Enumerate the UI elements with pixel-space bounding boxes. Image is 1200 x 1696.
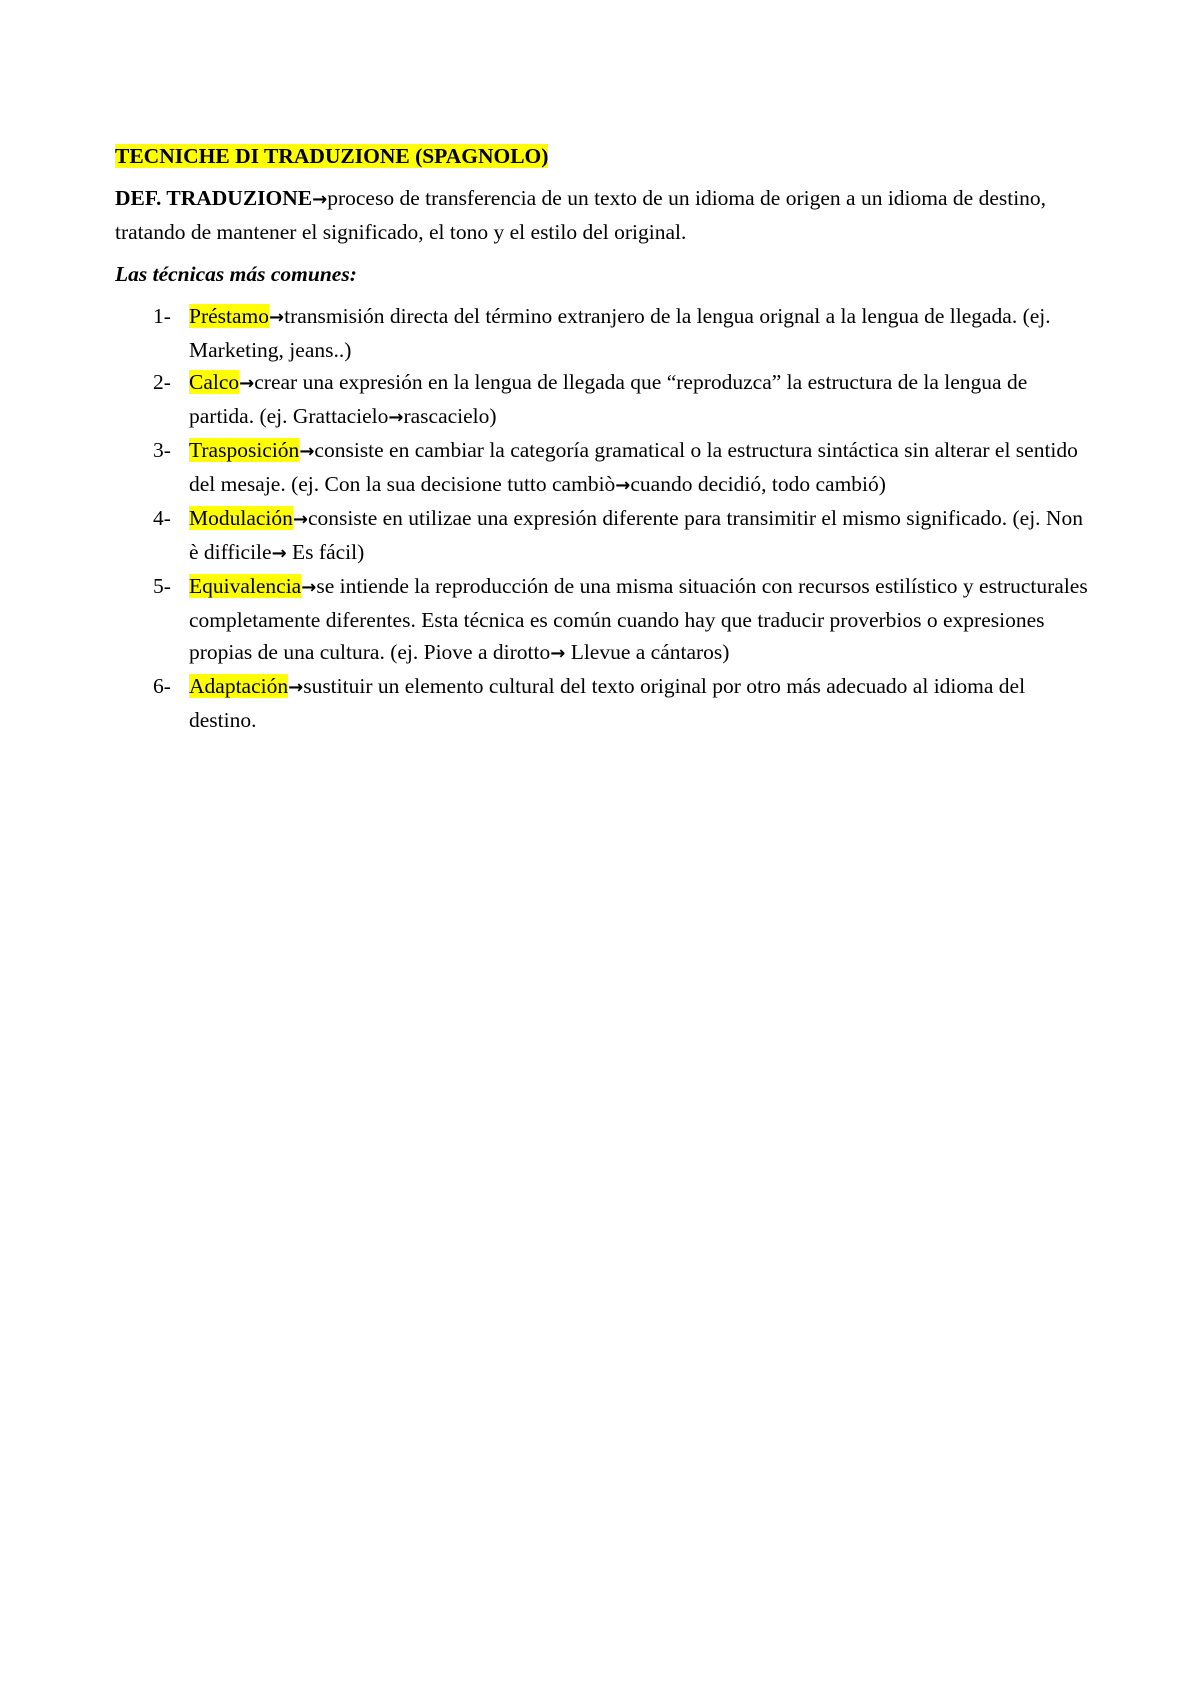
techniques-subheading: Las técnicas más comunes: [115,262,357,286]
arrow-icon: → [239,373,255,394]
list-number: 2- [153,370,171,394]
list-number: 3- [153,438,171,462]
document-page [115,140,1095,736]
term-highlight: Trasposición [189,438,300,462]
arrow-icon: → [271,543,287,564]
arrow-icon: → [550,643,566,664]
arrow-icon: → [301,577,317,598]
arrow-icon: → [388,407,404,428]
list-number: 6- [153,674,171,698]
term-description-end: rascacielo) [403,404,497,428]
term-description: crear una expresión en la lengua de llegada que “reproduzca” la estructura de la lengua de partida. (ej. Grattacielo [189,370,1028,428]
list-number: 4- [153,506,171,530]
term-description-end: Llevue a cántaros) [565,640,730,664]
list-number: 1- [153,304,171,328]
term-description: consiste en cambiar la categoría gramatical o la estructura sintáctica sin alterar el sentido del mesaje. (ej. Con la sua decisione tutto cambiò [189,438,1078,496]
arrow-icon: → [269,307,285,328]
term-description: sustituir un elemento cultural del texto original por otro más adecuado al idioma del destino. [189,674,1026,732]
term-highlight: Adaptación [189,674,289,698]
arrow-icon: → [615,475,631,496]
arrow-icon: → [292,509,308,530]
list-item-modulacion [115,502,1095,570]
arrow-icon: → [312,189,328,210]
document-title [115,140,1095,172]
term-description-end: Es fácil) [286,540,365,564]
list-number: 5- [153,574,171,598]
term-highlight: Préstamo [189,304,270,328]
list-item-prestamo [115,300,1095,366]
definition-text: proceso de transferencia de un texto de un idioma de origen a un idioma de destino, tratando de mantener el significado, el tono y el estilo del original. [115,186,1047,244]
definition-lead: DEF. TRADUZIONE [115,186,313,210]
title-highlight: TECNICHE DI TRADUZIONE (SPAGNOLO) [115,144,549,168]
definition-paragraph [115,182,1095,248]
term-description-end: cuando decidió, todo cambió) [630,472,886,496]
arrow-icon: → [299,441,315,462]
techniques-list [115,300,1095,736]
term-highlight: Modulación [189,506,293,530]
term-description: transmisión directa del término extranjero de la lengua orignal a la lengua de llegada. (ej. Marketing, jeans..) [189,304,1051,362]
list-item-equivalencia [115,570,1095,670]
list-item-adaptacion [115,670,1095,736]
term-highlight: Calco [189,370,240,394]
term-highlight: Equivalencia [189,574,302,598]
term-description: consiste en utilizae una expresión diferente para transimitir el mismo significado. (ej. Non è difficile [189,506,1083,564]
term-description: se intiende la reproducción de una misma situación con recursos estilístico y estructurales completamente diferentes. Esta técnica es común cuando hay que traducir proverbios o expresiones propias de una cultura. (ej. Piove a dirotto [189,574,1088,664]
list-item-trasposicion [115,434,1095,502]
list-item-calco [115,366,1095,434]
arrow-icon: → [288,677,304,698]
